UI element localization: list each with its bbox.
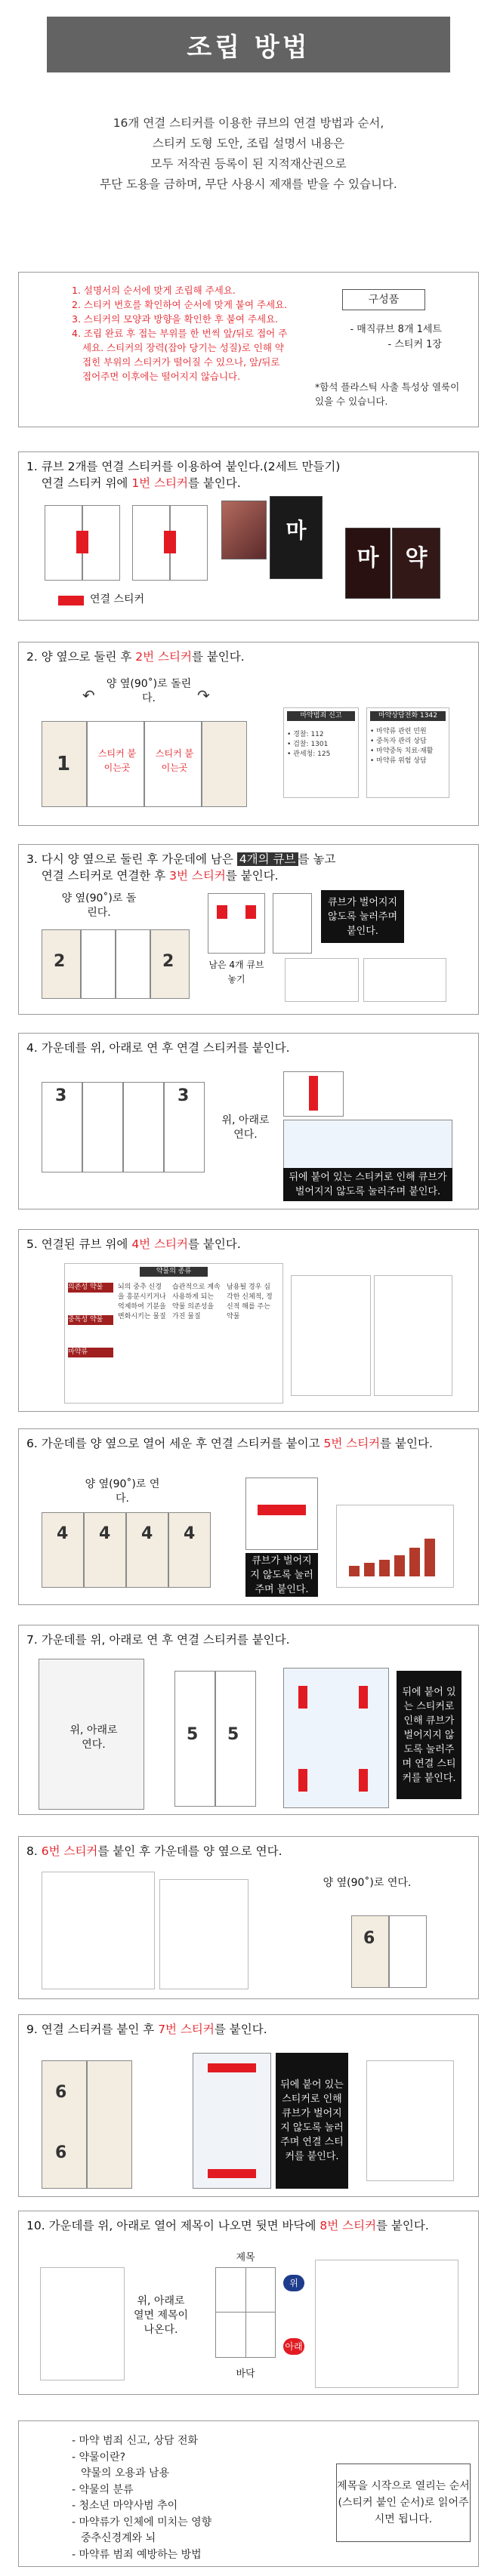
card-text: 남용될 경우 심각한 신체적, 정신적 해를 주는 약물 bbox=[227, 1283, 273, 1320]
text: 를 놓고 bbox=[298, 852, 336, 866]
warning-box: 큐브가 벌어지지 않도록 눌러주며 붙인다. bbox=[321, 890, 404, 943]
component-item: - 스티커 1장 bbox=[387, 339, 442, 350]
down-badge: 아래 bbox=[283, 2338, 304, 2355]
step-10-title bbox=[26, 2217, 471, 2234]
sticker-area-label: 스티커 붙이는곳 bbox=[97, 748, 137, 773]
category-label: 마약류 bbox=[68, 1348, 113, 1357]
open-label: 위, 아래로 연다. bbox=[221, 1114, 270, 1141]
text: 를 붙인다. bbox=[380, 1437, 433, 1450]
toc-item: - 마약류 범죄 예방하는 방법 bbox=[72, 2548, 202, 2561]
cube-illustration bbox=[389, 1915, 427, 1988]
step-number: 1 bbox=[57, 753, 71, 775]
connector-sticker bbox=[298, 1769, 307, 1792]
toc-list bbox=[72, 2433, 211, 2563]
card-line: • 마약중독 치료·재활 bbox=[370, 747, 434, 755]
cube-illustration bbox=[42, 1512, 84, 1588]
cube-illustration bbox=[116, 929, 150, 999]
card-title: 약물의 종류 bbox=[140, 1267, 208, 1277]
warning-box: 뒤에 붙어 있는 스티커로 인해 큐브가 벌어지지 않도록 눌러주며 연결 스티커를 붙인다. bbox=[397, 1671, 462, 1799]
card-columns bbox=[68, 1283, 279, 1357]
open-label: 위, 아래로 연다. bbox=[69, 1724, 118, 1751]
step-title-line bbox=[26, 475, 471, 491]
card-line: • 마약류 관련 민원 bbox=[370, 728, 427, 735]
toc-item: - 마약류가 인체에 미치는 영향 bbox=[72, 2516, 212, 2528]
step-6-panel bbox=[18, 1428, 479, 1605]
rule-item: 1. 설명서의 순서에 맞게 조립해 주세요. bbox=[72, 285, 236, 296]
body-effects-card bbox=[42, 1872, 155, 1989]
report-card bbox=[283, 707, 359, 798]
rotate-label: 양 옆(90˚)로 돌린다. bbox=[106, 678, 192, 704]
step-7-panel bbox=[18, 1625, 479, 1815]
card-title: 마약범죄 신고 bbox=[287, 711, 355, 721]
cube-illustration bbox=[126, 1512, 168, 1588]
cube-illustration bbox=[168, 1512, 211, 1588]
step-4-panel bbox=[18, 1033, 479, 1209]
step-number: 6 bbox=[363, 1929, 375, 1948]
text: 2. 양 옆으로 둘린 후 bbox=[26, 650, 136, 664]
counsel-card bbox=[366, 707, 449, 798]
bottom-label: 바닥 bbox=[236, 2368, 255, 2380]
info-card bbox=[363, 958, 446, 1002]
notice-line: 스티커 도형 도안, 조립 설명서 내용은 bbox=[152, 137, 345, 150]
assembly-rules bbox=[72, 283, 291, 384]
sticker-number: 8번 스티커 bbox=[320, 2219, 377, 2232]
card-text: 뇌의 중추 신경을 흥분시키거나 억제하여 기분을 변화시키는 물질 bbox=[118, 1283, 166, 1320]
chart-bar bbox=[379, 1560, 390, 1576]
drug-types-card bbox=[64, 1263, 283, 1404]
info-card bbox=[291, 1275, 371, 1396]
poster-sticker-image: 마 bbox=[270, 496, 323, 579]
cube-illustration bbox=[87, 2060, 132, 2189]
card-line: • 중독자 관리 상담 bbox=[370, 738, 427, 745]
rotate-label: 양 옆(90˚)로 연다. bbox=[85, 1478, 160, 1505]
step-number: 4 bbox=[99, 1524, 111, 1543]
page-title: 조립 방법 bbox=[47, 17, 450, 72]
highlight: 4개의 큐브 bbox=[237, 852, 298, 866]
chart-bar bbox=[424, 1539, 435, 1576]
category-label: 중독성 약물 bbox=[68, 1315, 113, 1325]
text: 8. bbox=[26, 1844, 42, 1858]
step-5-panel bbox=[18, 1229, 479, 1412]
step-9-title bbox=[26, 2021, 471, 2038]
reading-order-box: 제목을 시작으로 열리는 순서 (스티커 붙인 순서)로 읽어주시면 됩니다. bbox=[336, 2464, 471, 2542]
cube-illustration bbox=[273, 893, 312, 954]
card-line: • 경찰: 112 bbox=[287, 731, 324, 738]
step-1-panel bbox=[18, 451, 479, 621]
text: 를 붙인다. bbox=[191, 650, 245, 664]
text: 연결 스티커로 연결한 후 bbox=[41, 869, 170, 883]
cube-illustration bbox=[123, 1082, 164, 1172]
text: 3. 다시 양 옆으로 둘린 후 가운데에 남은 bbox=[26, 852, 237, 866]
warning-box: 뒤에 붙어 있는 스티커로 인해 큐브가 벌어지지 않도록 눌러주며 연결 스티커를 붙인다. bbox=[276, 2053, 348, 2189]
step-number: 2 bbox=[162, 952, 174, 971]
rule-item: 3. 스티커의 모양과 방향을 확인한 후 붙여 주세요. bbox=[72, 313, 279, 325]
step-number: 6 bbox=[55, 2143, 67, 2162]
step-6-title bbox=[26, 1435, 471, 1452]
toc-item: - 약물의 분류 bbox=[72, 2483, 134, 2496]
step-4-title: 4. 가운데를 위, 아래로 연 후 연결 스티커를 붙인다. bbox=[26, 1041, 290, 1055]
text: 를 붙인다. bbox=[376, 2219, 429, 2232]
top-label: 제목 bbox=[236, 2252, 255, 2263]
text: 9. 연결 스티커를 붙인 후 bbox=[26, 2023, 159, 2036]
rotate-label: 양 옆(90˚)로 돌린다. bbox=[61, 892, 137, 919]
components-list bbox=[329, 322, 442, 353]
component-item: - 매직큐브 8개 1세트 bbox=[350, 324, 442, 335]
warning-box: 큐브가 벌어지지 않도록 눌러주며 붙인다. bbox=[245, 1553, 318, 1597]
cube-illustration bbox=[42, 2060, 87, 2189]
rules-panel bbox=[18, 272, 479, 427]
toc-item: - 마약 범죄 신고, 상담 전화 bbox=[72, 2435, 198, 2447]
card-column bbox=[68, 1283, 113, 1357]
poster-sticker-image bbox=[221, 501, 267, 559]
step-8-panel bbox=[18, 1836, 479, 1999]
connector-sticker bbox=[258, 1505, 306, 1515]
sticker-number: 2번 스티커 bbox=[135, 650, 192, 664]
prevention-card bbox=[315, 2260, 458, 2388]
sticker-number: 7번 스티커 bbox=[158, 2023, 215, 2036]
step-3-panel bbox=[18, 844, 479, 1015]
brain-card bbox=[366, 2060, 454, 2181]
chart-bar bbox=[349, 1566, 360, 1576]
text: 를 붙인다. bbox=[188, 1237, 241, 1251]
up-badge: 위 bbox=[283, 2275, 304, 2291]
rule-item: 2. 스티커 번호를 확인하여 순서에 맞게 붙여 주세요. bbox=[72, 299, 288, 310]
step-number: 3 bbox=[55, 1086, 67, 1105]
copyright-notice bbox=[30, 113, 467, 195]
connector-sticker bbox=[217, 905, 227, 919]
trend-chart-card bbox=[336, 1505, 454, 1588]
step-title-line bbox=[26, 851, 471, 867]
step-1-title bbox=[26, 458, 471, 491]
cube-illustration bbox=[202, 721, 247, 807]
step-10-panel bbox=[18, 2211, 479, 2395]
cube-illustration bbox=[193, 2053, 271, 2189]
poster-sticker-image: 약 bbox=[392, 528, 440, 599]
notice-line: 무단 도용을 금하며, 무단 사용시 제재를 받을 수 있습니다. bbox=[100, 177, 397, 191]
sticker-number: 5번 스티커 bbox=[323, 1437, 381, 1450]
category-label: 의존성 약물 bbox=[68, 1283, 113, 1293]
rotate-label: 양 옆(90˚)로 연다. bbox=[323, 1877, 412, 1889]
text: 5. 연결된 큐브 위에 bbox=[26, 1237, 132, 1251]
warning-box: 뒤에 붙어 있는 스티커로 인해 큐브가 벌어지지 않도록 눌러주며 붙인다. bbox=[283, 1168, 452, 1201]
connector-sticker bbox=[208, 2169, 256, 2178]
connector-sticker bbox=[359, 1686, 368, 1709]
text: 를 붙인다. bbox=[225, 869, 279, 883]
toc-item: 약물의 오용과 남용 bbox=[81, 2467, 170, 2479]
text: 를 붙인다. bbox=[188, 476, 241, 490]
text: 연결 스티커 위에 bbox=[41, 476, 132, 490]
step-number: 6 bbox=[55, 2083, 67, 2102]
poster-sticker-image: 마 bbox=[345, 528, 390, 599]
step-number: 4 bbox=[141, 1524, 153, 1543]
cube-illustration bbox=[82, 1082, 123, 1172]
rotate-right-arrow-icon: ↷ bbox=[197, 686, 210, 704]
card-line: • 마약류 위험 상담 bbox=[370, 757, 427, 765]
step-2-title bbox=[26, 649, 471, 665]
step-number: 3 bbox=[178, 1086, 190, 1105]
info-card bbox=[285, 958, 359, 1002]
components-title: 구성품 bbox=[342, 289, 425, 310]
connector-sticker bbox=[298, 1686, 307, 1709]
text: 6. 가운데를 양 옆으로 열어 세운 후 연결 스티커를 붙이고 bbox=[26, 1437, 324, 1450]
cube-illustration bbox=[81, 929, 116, 999]
step-title-line bbox=[26, 867, 471, 884]
chart-bar bbox=[364, 1563, 375, 1576]
step-2-panel bbox=[18, 642, 479, 826]
connector-sticker-legend bbox=[58, 596, 84, 605]
open-label: 위, 아래로 열면 제목이 나온다. bbox=[133, 2295, 189, 2336]
step-number: 5 bbox=[227, 1725, 239, 1744]
components-note: *함석 플라스틱 사출 특성상 열룩이 있을 수 있습니다. bbox=[315, 381, 460, 407]
connector-sticker bbox=[208, 2063, 256, 2072]
toc-item: 중추신경계와 뇌 bbox=[81, 2532, 156, 2544]
toc-item: - 청소년 마약사범 추이 bbox=[72, 2500, 178, 2512]
cube-illustration bbox=[351, 1915, 389, 1988]
info-card bbox=[159, 1879, 248, 1989]
chart-bar bbox=[409, 1548, 420, 1576]
remain-cubes-label: 남은 4개 큐브 놓기 bbox=[208, 960, 264, 984]
notice-line: 모두 저작권 등록이 된 지적재산권으로 bbox=[150, 157, 347, 171]
card-text: 습관적으로 계속 사용하게 되는 약물 의존성을 가진 물질 bbox=[172, 1283, 221, 1320]
connector-sticker bbox=[245, 905, 256, 919]
sticker-number: 3번 스티커 bbox=[169, 869, 226, 883]
step-title-line: 1. 큐브 2개를 연결 스티커를 이용하여 붙인다.(2세트 만들기) bbox=[26, 460, 341, 473]
card-title: 마약상담전화 1342 bbox=[370, 711, 446, 721]
toc-panel bbox=[18, 2420, 479, 2567]
text: 를 붙인 후 가운데를 양 옆으로 연다. bbox=[97, 1844, 282, 1858]
sticker-number: 1번 스티커 bbox=[131, 476, 188, 490]
info-card bbox=[374, 1275, 452, 1396]
step-number: 5 bbox=[187, 1725, 199, 1744]
step-number: 4 bbox=[184, 1524, 196, 1543]
chart-bar bbox=[394, 1555, 405, 1576]
connector-sticker bbox=[359, 1769, 368, 1792]
text: 를 붙인다. bbox=[214, 2023, 267, 2036]
connector-sticker bbox=[309, 1076, 318, 1111]
rule-item: 4. 조립 완료 후 접는 부위를 한 번씩 앞/뒤로 접어 주세요. 스티커의 장력(잡아 당기는 성질)로 인해 약 접힌 부위의 스티커가 떨어질 수 있으나, 앞/뒤로 접어주면 이후에는 떨어지지 않습니다. bbox=[72, 328, 288, 382]
card-line: • 관세청: 125 bbox=[287, 750, 331, 758]
connector-sticker bbox=[164, 531, 176, 553]
step-9-panel bbox=[18, 2014, 479, 2197]
sticker-number: 6번 스티커 bbox=[41, 1844, 98, 1858]
connector-sticker bbox=[76, 531, 88, 553]
card-line: • 검찰: 1301 bbox=[287, 741, 329, 748]
cube-illustration bbox=[84, 1512, 126, 1588]
toc-item: - 약물이란? bbox=[72, 2451, 126, 2464]
legend-label: 연결 스티커 bbox=[90, 593, 145, 605]
notice-line: 16개 연결 스티커를 이용한 큐브의 연결 방법과 순서, bbox=[113, 116, 384, 130]
sticker-area-label: 스티커 붙이는곳 bbox=[155, 748, 194, 773]
step-7-title: 7. 가운데를 위, 아래로 연 후 연결 스티커를 붙인다. bbox=[26, 1633, 290, 1647]
fold-line bbox=[245, 2267, 246, 2358]
cube-illustration bbox=[208, 893, 265, 954]
step-8-title bbox=[26, 1843, 471, 1860]
rotate-left-arrow-icon: ↶ bbox=[82, 686, 95, 704]
body-card bbox=[40, 2267, 125, 2380]
step-number: 4 bbox=[57, 1524, 69, 1543]
sticker-number: 4번 스티커 bbox=[131, 1237, 188, 1251]
step-5-title bbox=[26, 1236, 471, 1253]
text: 10. 가운데를 위, 아래로 열어 제목이 나오면 뒷면 바닥에 bbox=[26, 2219, 320, 2232]
step-3-title bbox=[26, 851, 471, 884]
step-number: 2 bbox=[54, 952, 66, 971]
